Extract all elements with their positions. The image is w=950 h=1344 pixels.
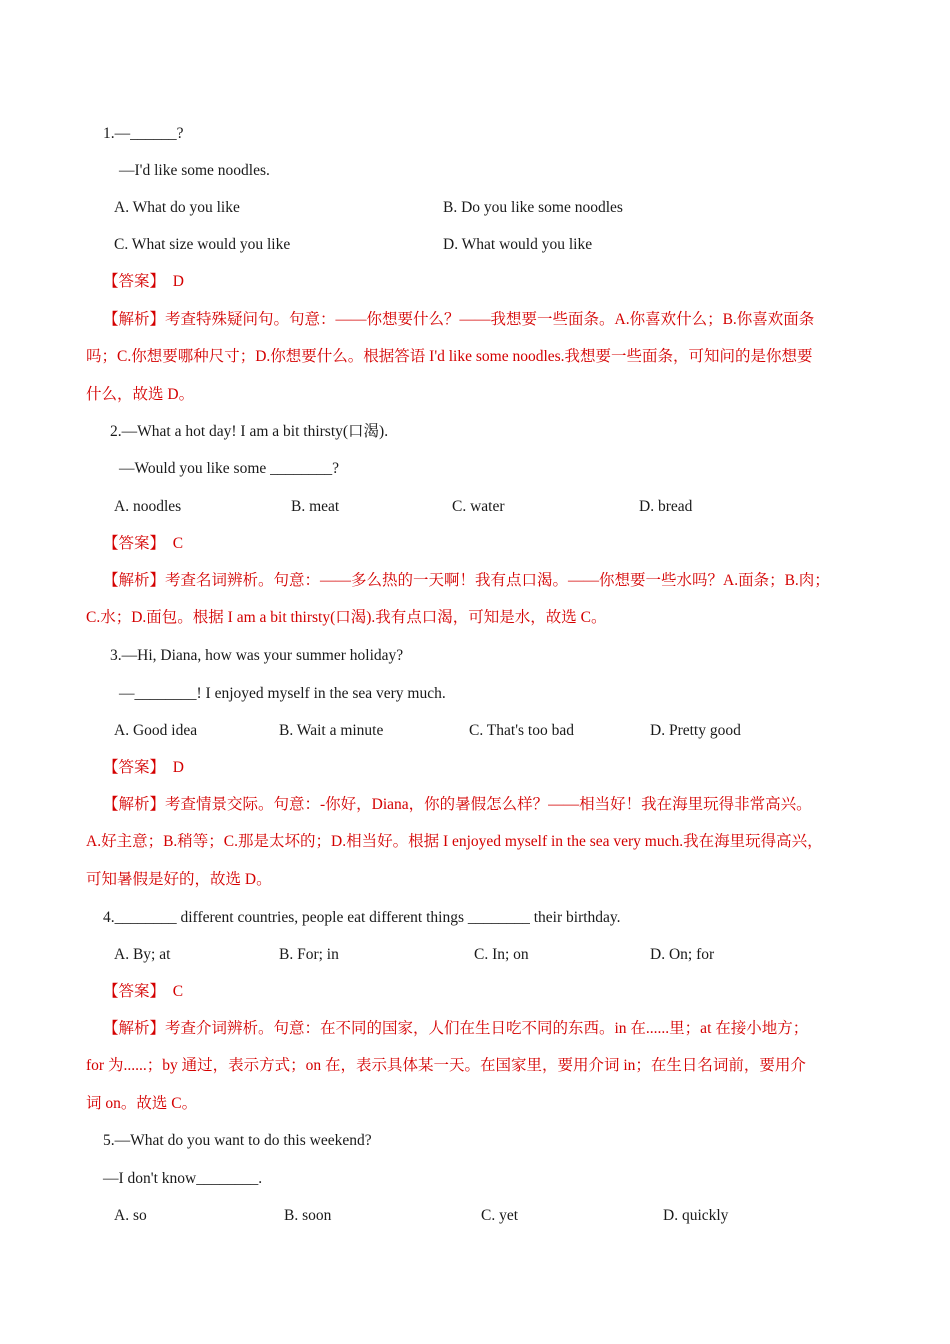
question-1-option-a: A. What do you like <box>114 199 240 216</box>
question-5-option-d: D. quickly <box>663 1207 729 1224</box>
question-3-analysis <box>86 786 876 898</box>
question-4-option-b: B. For; in <box>279 946 339 963</box>
question-1-answer <box>103 272 184 292</box>
question-2-option-c: C. water <box>452 498 505 515</box>
question-4-analysis <box>86 1010 876 1122</box>
analysis-line: 吗；C.你想要哪种尺寸；D.你想要什么。根据答语 I'd like some noodles.我想要一些面条，可知问的是你想要 <box>86 348 813 366</box>
answer-label: 【答案】 <box>103 983 166 1000</box>
analysis-line: 【解析】考查名词辨析。句意：——多么热的一天啊！我有点口渴。——你想要一些水吗？A.面条；B.肉； <box>103 572 830 589</box>
question-1-stem: 1.—______? <box>103 125 184 142</box>
question-5-option-b: B. soon <box>284 1207 332 1224</box>
question-3-option-c: C. That's too bad <box>469 722 574 739</box>
answer-value: C <box>172 983 184 1000</box>
question-2-analysis <box>86 562 876 637</box>
question-5-reply: —I don't know________. <box>103 1170 263 1187</box>
question-5-option-a: A. so <box>114 1207 147 1224</box>
question-2-stem: 2.—What a hot day! I am a bit thirsty(口渴). <box>110 423 389 440</box>
question-2-option-d: D. bread <box>639 498 693 515</box>
question-2-option-a: A. noodles <box>114 498 182 515</box>
analysis-line: C.水；D.面包。根据 I am a bit thirsty(口渴).我有点口渴，可知是水，故选 C。 <box>86 609 607 627</box>
analysis-line: for 为......；by 通过，表示方式；on 在，表示具体某一天。在国家里，要用介词 in；在生日名词前，要用介 <box>86 1057 806 1075</box>
answer-value: D <box>172 759 184 776</box>
question-1-option-b: B. Do you like some noodles <box>443 199 623 216</box>
question-5-stem: 5.—What do you want to do this weekend? <box>103 1132 372 1149</box>
question-1-option-d: D. What would you like <box>443 236 593 253</box>
question-3-option-a: A. Good idea <box>114 722 198 739</box>
question-1-option-c: C. What size would you like <box>114 236 291 253</box>
question-2-reply: —Would you like some ________? <box>119 460 340 477</box>
question-3-reply: —________! I enjoyed myself in the sea very much. <box>119 685 446 702</box>
question-3-option-d: D. Pretty good <box>650 722 741 739</box>
analysis-line: 词 on。故选 C。 <box>86 1094 198 1112</box>
question-2-option-b: B. meat <box>291 498 340 515</box>
question-1-reply: —I'd like some noodles. <box>119 162 270 179</box>
analysis-line: 什么，故选 D。 <box>86 385 195 403</box>
question-3-stem: 3.—Hi, Diana, how was your summer holiday? <box>110 647 404 664</box>
question-4-option-d: D. On; for <box>650 946 715 963</box>
question-4-stem: 4.________ different countries, people eat different things ________ their birthday. <box>103 909 621 926</box>
answer-label: 【答案】 <box>103 273 166 290</box>
analysis-line: 【解析】考查特殊疑问句。句意：——你想要什么？——我想要一些面条。A.你喜欢什么；B.你喜欢面条 <box>103 311 815 328</box>
analysis-line: 【解析】考查介词辨析。句意：在不同的国家，人们在生日吃不同的东西。in 在......里；at 在接小地方； <box>103 1020 809 1037</box>
question-4-option-c: C. In; on <box>474 946 529 963</box>
analysis-line: 【解析】考查情景交际。句意：-你好，Diana，你的暑假怎么样？——相当好！我在海里玩得非常高兴。 <box>103 796 812 813</box>
question-5-option-c: C. yet <box>481 1207 519 1224</box>
answer-label: 【答案】 <box>103 535 166 552</box>
answer-label: 【答案】 <box>103 759 166 776</box>
question-4-option-a: A. By; at <box>114 946 171 963</box>
analysis-line: A.好主意；B.稍等；C.那是太坏的；D.相当好。根据 I enjoyed myself in the sea very much.我在海里玩得高兴， <box>86 833 823 851</box>
answer-value: D <box>172 273 184 290</box>
question-3-option-b: B. Wait a minute <box>279 722 384 739</box>
answer-value: C <box>172 535 184 552</box>
analysis-line: 可知暑假是好的，故选 D。 <box>86 870 272 888</box>
question-4-answer <box>103 982 183 1002</box>
question-3-answer <box>103 758 184 778</box>
question-1-analysis <box>86 301 876 413</box>
question-2-answer <box>103 534 183 554</box>
